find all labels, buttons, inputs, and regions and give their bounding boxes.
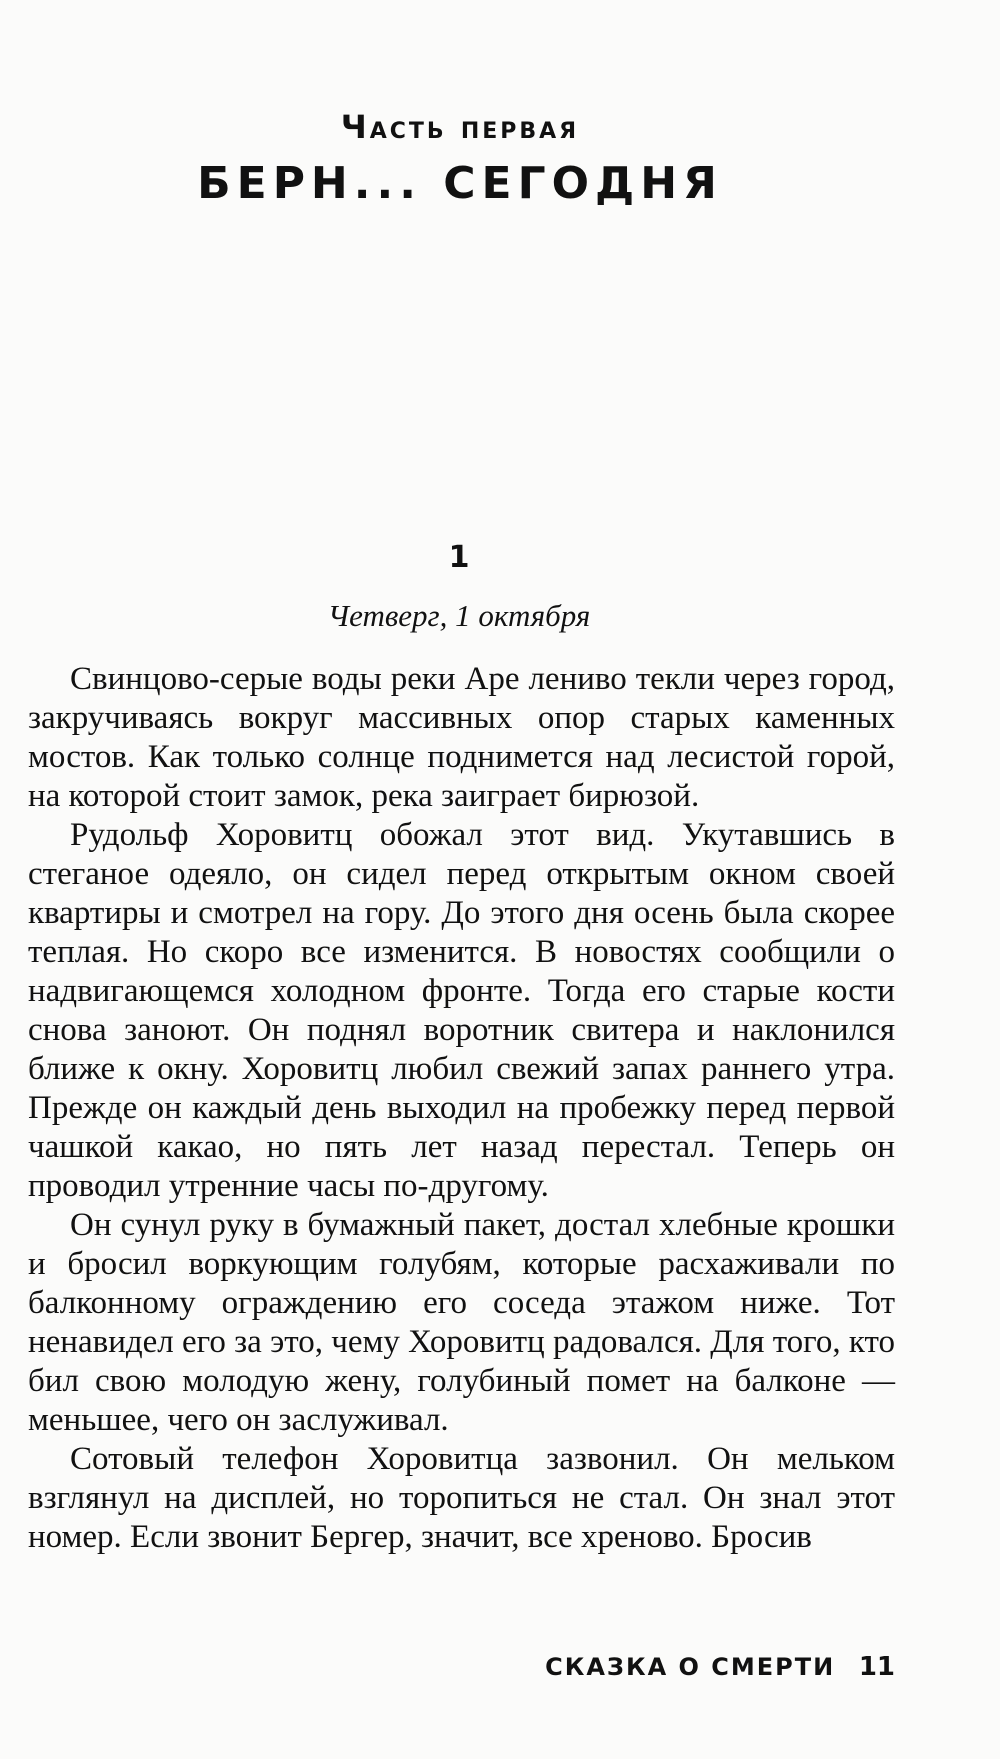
- chapter-number: 1: [448, 540, 470, 575]
- paragraph-1: Свинцово-серые воды реки Аре лениво текли через город, закручиваясь вокруг массивных опор старых каменных мостов. Как только солнце поднимется над лесистой горой, на которой стоит замок, река заиграет бирюзой.: [28, 661, 895, 814]
- chapter-date: Четверг, 1 октября: [327, 598, 591, 633]
- paragraph-4: Сотовый телефон Хоровитца зазвонил. Он мельком взглянул на дисплей, но торопиться не стал. Он знал этот номер. Если звонит Бергер, значит, все хреново. Бросив: [28, 1441, 895, 1555]
- part-title: БЕРН... СЕГОДНЯ: [197, 158, 723, 209]
- body-text: [28, 660, 895, 1557]
- part-label: Часть первая: [340, 108, 580, 146]
- running-footer: [520, 1652, 895, 1682]
- paragraph-3: Он сунул руку в бумажный пакет, достал хлебные крошки и бросил воркующим голубям, которые расхаживали по балконному ограждению его соседа этажом ниже. Тот ненавидел его за это, чему Хоровитц радовался. Для того, кто бил свою молодую жену, голубиный помет на балконе — меньшее, чего он заслуживал.: [28, 1207, 895, 1438]
- page-number: 11: [858, 1652, 895, 1682]
- book-title: СКАЗКА О СМЕРТИ: [545, 1653, 836, 1681]
- paragraph-2: Рудольф Хоровитц обожал этот вид. Укутавшись в стеганое одеяло, он сидел перед открытым окном своей квартиры и смотрел на гору. До этого дня осень была скорее теплая. Но скоро все изменится. В новостях сообщили о надвигающемся холодном фронте. Тогда его старые кости снова заноют. Он поднял воротник свитера и наклонился ближе к окну. Хоровитц любил свежий запах раннего утра. Прежде он каждый день выходил на пробежку перед первой чашкой какао, но пять лет назад перестал. Теперь он проводил утренние часы по-другому.: [28, 817, 895, 1204]
